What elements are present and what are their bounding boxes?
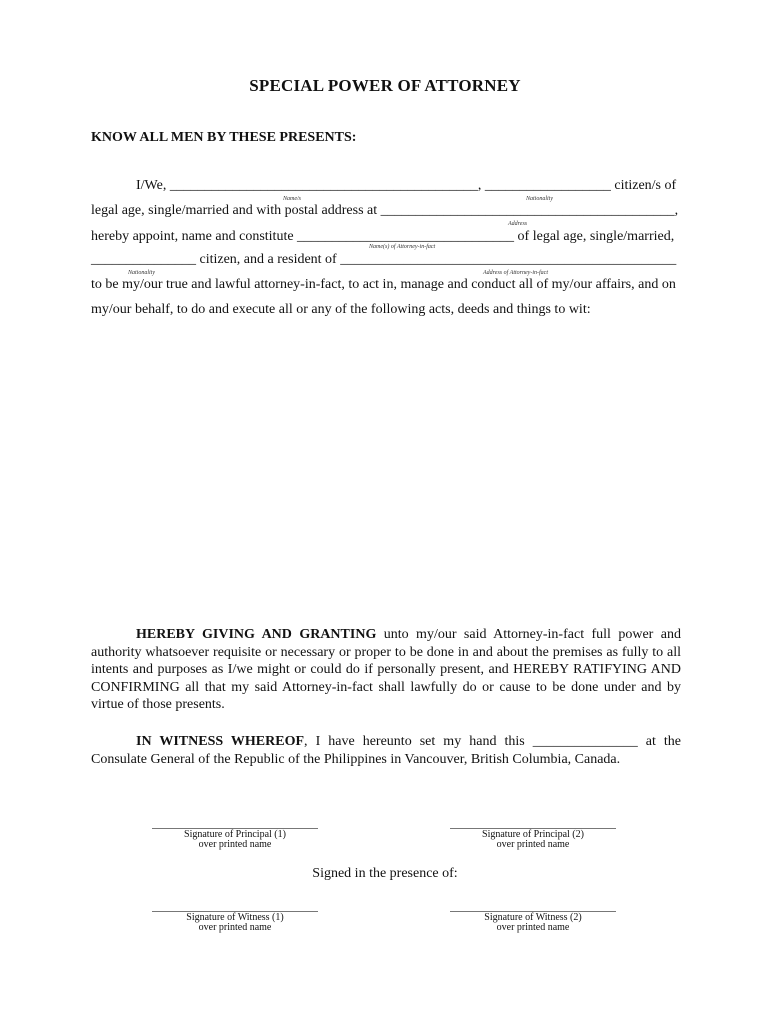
witness-paragraph [91, 733, 681, 768]
principal-1-caption [152, 830, 318, 850]
caption-nationality: Nationality [526, 196, 553, 202]
witness-1-label: Signature of Witness (1) [186, 912, 284, 923]
intro-line-4: _______________ citizen, and a resident of ________________________________________________ [91, 252, 677, 267]
granting-bold: HEREBY GIVING AND GRANTING [136, 627, 377, 642]
caption-attorney-names: Name(s) of Attorney-in-fact [369, 244, 436, 250]
principal-2-caption [450, 830, 616, 850]
caption-names: Name/s [283, 196, 301, 202]
principal-2-printed-name: over printed name [496, 839, 570, 850]
document-title: SPECIAL POWER OF ATTORNEY [249, 76, 521, 95]
know-all-heading: KNOW ALL MEN BY THESE PRESENTS: [91, 130, 357, 145]
caption-address: Address [508, 221, 528, 227]
granting-text: unto my/our said Attorney-in-fact full power and authority whatsoever requisite or necessary or proper to be done in and about the premises as fully to all intents and purposes as I/we might or could do if personally present, and HEREBY RATIFYING AND CONFIRMING all that my said Attorney-in-fact shall lawfully do or cause to be done under and by virtue of those presents. [91, 627, 681, 712]
intro-line-5: to be my/our true and lawful attorney-in-fact, to act in, manage and conduct all of my/our affairs, and on [91, 277, 676, 292]
principal-1-label: Signature of Principal (1) [184, 829, 286, 840]
witness-1-printed-name: over printed name [198, 922, 272, 933]
intro-line-3: hereby appoint, name and constitute _______________________________ of legal age, single/married, [91, 229, 675, 244]
intro-line-2: legal age, single/married and with postal address at __________________________________________, [91, 203, 679, 218]
caption-nationality-2: Nationality [128, 270, 155, 276]
intro-line-1: I/We, ____________________________________________, __________________ citizen/s of [136, 178, 677, 193]
principal-1-printed-name: over printed name [198, 839, 272, 850]
witness-text: , I have hereunto set my hand this _______________ at the Consulate General of the Republic of the Philippines in Vancouver, British Columbia, Canada. [91, 734, 681, 767]
principal-2-label: Signature of Principal (2) [482, 829, 584, 840]
witness-bold: IN WITNESS WHEREOF [136, 734, 305, 749]
witness-2-caption [450, 913, 616, 933]
signed-presence-text: Signed in the presence of: [312, 866, 458, 881]
intro-line-6: my/our behalf, to do and execute all or any of the following acts, deeds and things to wit: [91, 302, 591, 317]
witness-2-printed-name: over printed name [496, 922, 570, 933]
caption-attorney-address: Address of Attorney-in-fact [483, 270, 548, 276]
witness-1-caption [152, 913, 318, 933]
witness-2-label: Signature of Witness (2) [484, 912, 582, 923]
granting-paragraph [91, 626, 681, 714]
